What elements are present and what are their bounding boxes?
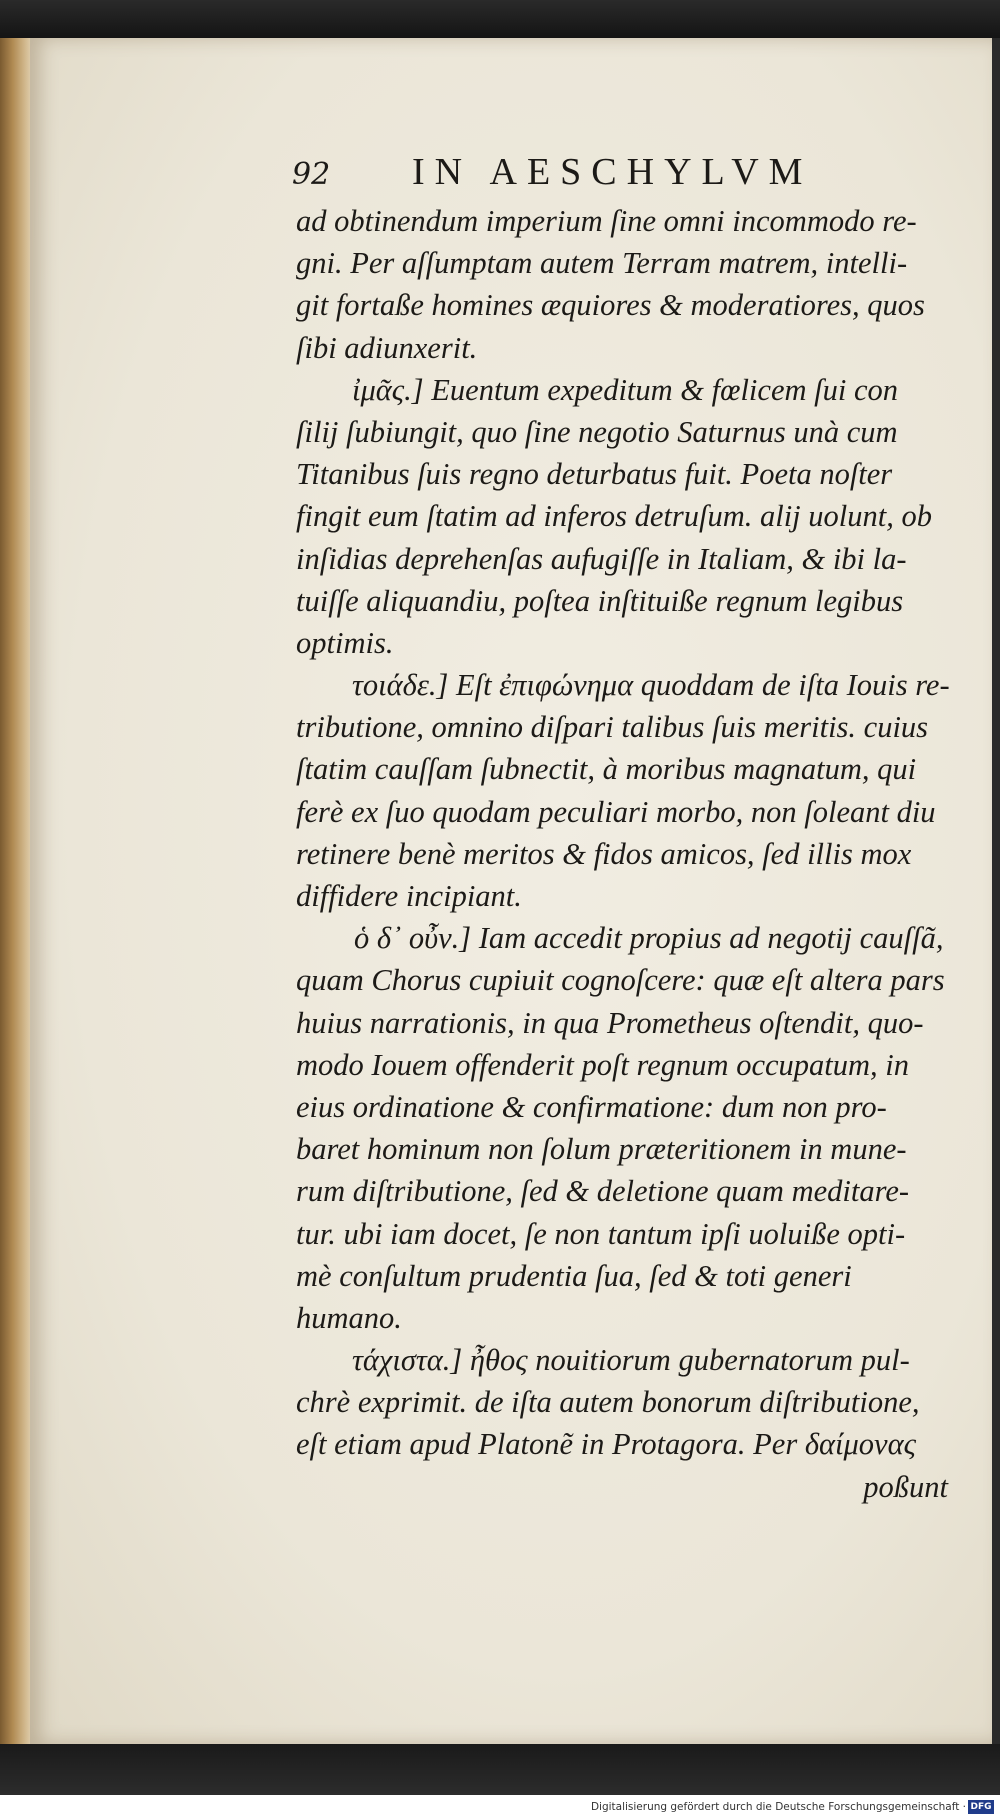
text-line: tuiſſe aliquandiu, poſtea inſtituiße regnum legibus — [296, 583, 904, 618]
text-line: tur. ubi iam docet, ſe non tantum ipſi uoluiße opti- — [296, 1216, 906, 1251]
text-line: chrè exprimit. de iſta autem bonorum diſtributione, — [296, 1385, 920, 1420]
catchword: poßunt — [863, 1469, 948, 1504]
lemma-line: ἰμᾶς.] Euentum expeditum & fœlicem ſui con — [352, 372, 898, 407]
text-line: ſtatim cauſſam ſubnectit, à moribus magnatum, qui — [296, 752, 917, 787]
text-line: ferè ex ſuo quodam peculiari morbo, non ſoleant diu — [296, 794, 936, 829]
dfg-logo: DFG — [968, 1800, 994, 1814]
text-line: ad obtinendum imperium ſine omni incommodo re- — [296, 204, 917, 238]
text-line: optimis. — [296, 625, 394, 660]
text-line: mè conſultum prudentia ſua, ſed & toti generi — [296, 1258, 852, 1293]
text-line: inſidias deprehenſas aufugiſſe in Italiam, & ibi la- — [296, 541, 907, 576]
digitization-credit: Digitalisierung gefördert durch die Deutsche Forschungsgemeinschaft · — [0, 1795, 1000, 1819]
text-line: huius narrationis, in qua Prometheus oſtendit, quo- — [296, 1005, 924, 1040]
page-number: 92 — [292, 157, 331, 192]
running-title: IN AESCHYLVM — [412, 151, 813, 193]
text-line: retinere benè meritos & fidos amicos, ſed illis mox — [296, 836, 912, 871]
lemma-line: τάχιστα.] ἦθος nouitiorum gubernatorum pul- — [352, 1343, 910, 1378]
text-line: ſibi adiunxerit. — [296, 330, 478, 365]
text-line: git fortaße homines æquiores & moderatiores, quos — [296, 288, 925, 323]
text-line: modo Iouem offenderit poſt regnum occupatum, in — [296, 1047, 910, 1082]
text-line: gni. Per aſſumptam autem Terram matrem, intelli- — [296, 246, 908, 281]
text-line: tributione, omnino diſpari talibus ſuis meritis. cuius — [296, 710, 929, 745]
scan-bottom-border — [0, 1744, 1000, 1795]
text-line: fingit eum ſtatim ad inferos detruſum. alij uolunt, ob — [296, 499, 932, 534]
text-line: humano. — [296, 1300, 402, 1335]
text-line: eius ordinatione & confirmatione: dum non pro- — [296, 1089, 887, 1124]
text-line: eſt etiam apud Platonẽ in Protagora. Per δαίμονας — [296, 1427, 916, 1462]
lemma-line: ὁ δ᾽ οὖν.] Iam accedit propius ad negotij cauſſã, — [354, 921, 944, 956]
lemma-line: τοιάδε.] Eſt ἐπιφώνημα quoddam de iſta Iouis re- — [352, 668, 950, 703]
text-block — [296, 200, 956, 1508]
text-line: rum diſtributione, ſed & deletione quam meditare- — [296, 1174, 910, 1209]
text-line: baret hominum non ſolum præteritionem in mune- — [296, 1132, 907, 1167]
text-line: Titanibus ſuis regno deturbatus fuit. Poeta noſter — [296, 457, 893, 492]
running-head — [292, 150, 852, 198]
scan-top-border — [0, 0, 1000, 38]
text-line: quam Chorus cupiuit cognoſcere: quæ eſt altera pars — [296, 963, 945, 998]
text-line: ſilij ſubiungit, quo ſine negotio Saturnus unà cum — [296, 414, 898, 449]
text-line: diffidere incipiant. — [296, 879, 522, 913]
scan-right-border — [992, 38, 1000, 1744]
